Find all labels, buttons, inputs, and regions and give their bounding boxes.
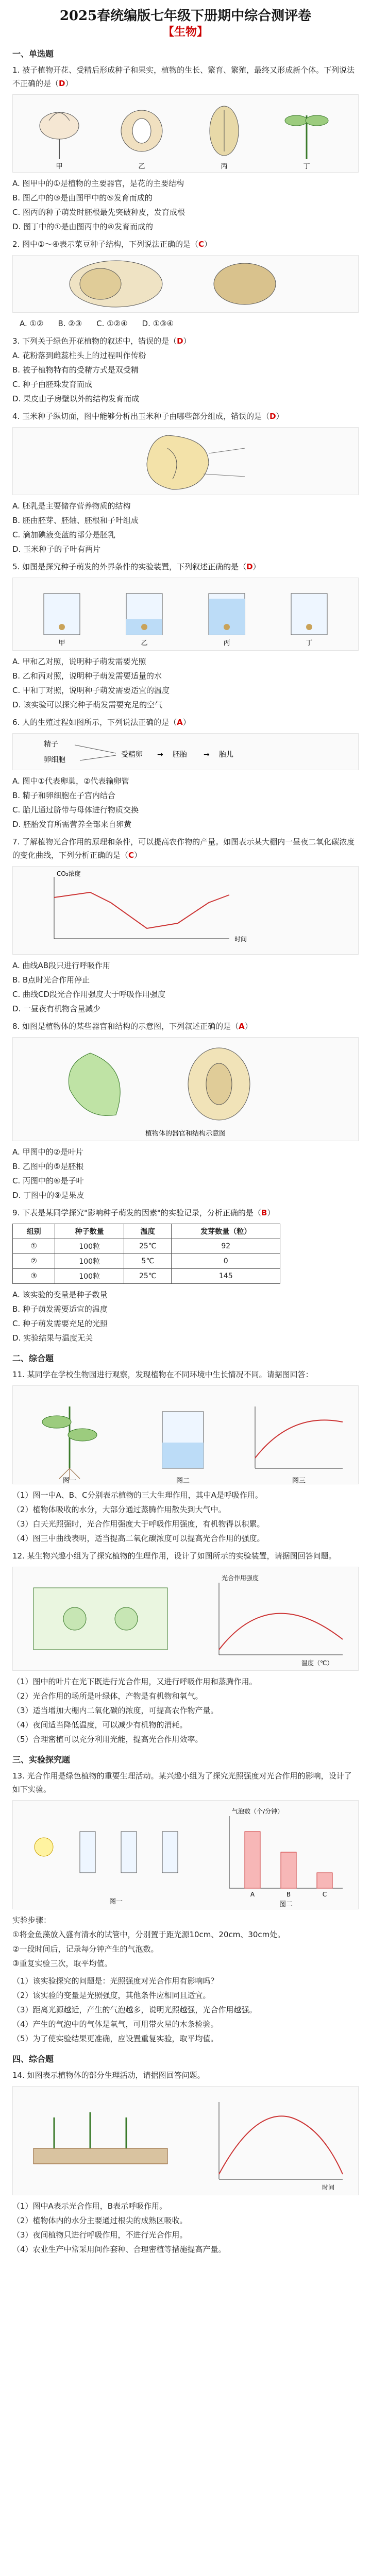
step-line: ③重复实验三次，取平均值。 bbox=[12, 1959, 112, 1968]
plant-physiology-diagram bbox=[13, 1386, 358, 1484]
step-line: ①将金鱼藻放入盛有清水的试管中，分别置于距光源10cm、20cm、30cm处。 bbox=[12, 1930, 285, 1939]
flower-drawing bbox=[40, 112, 79, 159]
curve-graph bbox=[219, 2102, 343, 2191]
experiment-diagram bbox=[13, 1801, 358, 1909]
co2-curve-chart bbox=[13, 867, 358, 954]
plant-drawing bbox=[42, 1406, 97, 1480]
table-cell: 25℃ bbox=[124, 1239, 172, 1254]
fig-label: 图一 bbox=[109, 1898, 123, 1906]
step-line: ②一段时间后，记录每分钟产生的气泡数。 bbox=[12, 1944, 159, 1954]
option: B. 图乙中的③是由图甲中的⑤发育而成的 bbox=[12, 193, 153, 202]
page-title: 2025春统编版七年级下册期中综合测评卷 bbox=[59, 8, 312, 24]
answer-line: （1）图一中A、B、C分别表示植物的三大生理作用，其中A是呼吸作用。 bbox=[12, 1490, 263, 1500]
question-stem: 4. 玉米种子纵切面，图中能够分析出玉米种子由哪些部分组成，错误的是（ bbox=[12, 412, 270, 421]
answers-q13 bbox=[12, 1974, 359, 2045]
x-axis-label: 时间 bbox=[234, 936, 247, 943]
bean-seed-diagram bbox=[13, 256, 358, 312]
seed-drawing bbox=[210, 106, 239, 156]
flow-item: 卵细胞 bbox=[44, 756, 65, 764]
table-cell: ② bbox=[13, 1254, 55, 1269]
figure-q7 bbox=[12, 866, 359, 955]
flow-item: 胚胎 bbox=[173, 751, 187, 759]
fig-label: 图一 bbox=[62, 1477, 77, 1484]
question-4: 4. 玉米种子纵切面，图中能够分析出玉米种子由哪些部分组成，错误的是（D） bbox=[12, 412, 284, 421]
option: A. 甲图中的②是叶片 bbox=[12, 1147, 83, 1157]
fig-label: 丙 bbox=[223, 639, 230, 647]
answer-line: （3）白天光照强时，光合作用强度大于呼吸作用强度，有机物得以积累。 bbox=[12, 1519, 265, 1529]
option: A. 胚乳是主要储存营养物质的结构 bbox=[12, 501, 131, 511]
option: A. 甲和乙对照，说明种子萌发需要光照 bbox=[12, 657, 146, 666]
seed-section-drawing bbox=[188, 1048, 250, 1120]
section-heading: 三、实验探究题 bbox=[12, 1755, 71, 1765]
option: B. ②③ bbox=[58, 319, 82, 328]
answer-line: （3）夜间植物只进行呼吸作用，不进行光合作用。 bbox=[12, 2230, 188, 2240]
plant-diagram bbox=[13, 95, 358, 172]
question-stem: 11. 某同学在学校生物园进行观察，发现植物在不同环境中生长情况不同。请据图回答： bbox=[12, 1370, 313, 1379]
table-cell: 5℃ bbox=[124, 1254, 172, 1269]
options-q7 bbox=[12, 959, 359, 1015]
option: A. ①② bbox=[20, 319, 44, 328]
option: C. 种子由胚珠发育而成 bbox=[12, 380, 93, 389]
fig-label: 丁 bbox=[306, 639, 313, 647]
option: B. 精子和卵细胞在子宫内结合 bbox=[12, 791, 115, 800]
answer: A bbox=[177, 718, 183, 727]
option: B. 乙和丙对照，说明种子萌发需要适量的水 bbox=[12, 671, 162, 681]
graph-drawing bbox=[255, 1406, 343, 1468]
question-stem: 9. 下表是某同学探究"影响种子萌发的因素"的实验记录，分析正确的是（ bbox=[12, 1208, 261, 1217]
x-axis-label: 时间 bbox=[322, 2184, 335, 2191]
answer: B bbox=[261, 1208, 267, 1217]
option: D. 该实验可以探究种子萌发需要充足的空气 bbox=[12, 700, 163, 709]
options-q9 bbox=[12, 1288, 359, 1345]
option: B. 种子萌发需要适宜的温度 bbox=[12, 1304, 108, 1314]
table-cell: 100粒 bbox=[55, 1269, 124, 1284]
answer-line: （2）光合作用的场所是叶绿体，产物是有机物和氧气。 bbox=[12, 1691, 203, 1701]
germination-table bbox=[12, 1224, 280, 1284]
fig-label: 图二 bbox=[176, 1477, 190, 1484]
fig-label: 图三 bbox=[292, 1477, 306, 1484]
answer: A bbox=[239, 1022, 245, 1031]
light-setup bbox=[35, 1832, 178, 1873]
answer-line: （3）适当增加大棚内二氧化碳的浓度，可提高农作物产量。 bbox=[12, 1706, 218, 1715]
beaker-drawing bbox=[162, 1412, 204, 1468]
tick-label: A bbox=[250, 1891, 255, 1898]
temperature-graph bbox=[219, 1574, 343, 1667]
option: B. B点时光合作用停止 bbox=[12, 975, 90, 985]
reproduction-flow-diagram bbox=[13, 734, 358, 770]
option: C. 滴加碘液变蓝的部分是胚乳 bbox=[12, 530, 116, 539]
table-cell: 145 bbox=[172, 1269, 280, 1284]
question-12 bbox=[12, 1549, 359, 1563]
answers-q12 bbox=[12, 1675, 359, 1746]
fig-label: 乙 bbox=[141, 639, 148, 647]
answer-line: （1）该实验探究的问题是：光照强度对光合作用有影响吗？ bbox=[12, 1976, 218, 1986]
table-row bbox=[13, 1239, 280, 1254]
question-stem: 14. 如图表示植物体的部分生理活动，请据图回答问题。 bbox=[12, 2071, 205, 2080]
answer: C bbox=[128, 851, 134, 860]
table-cell: 100粒 bbox=[55, 1239, 124, 1254]
option: D. 果皮由子房壁以外的结构发育而成 bbox=[12, 394, 140, 403]
answer-line: （1）图中的叶片在光下既进行光合作用，又进行呼吸作用和蒸腾作用。 bbox=[12, 1677, 257, 1686]
answer-line: （2）该实验的变量是光照强度，其他条件应相同且适宜。 bbox=[12, 1991, 211, 2000]
option: D. 胚胎发育所需营养全部来自卵黄 bbox=[12, 820, 132, 829]
table-cell: ③ bbox=[13, 1269, 55, 1284]
option: D. 实验结果与温度无关 bbox=[12, 1333, 93, 1343]
fig-label: 丙 bbox=[221, 163, 228, 171]
option: C. ①②④ bbox=[96, 319, 128, 328]
option: C. 甲和丁对照，说明种子萌发需要适宜的温度 bbox=[12, 686, 170, 695]
flow-item: 胎儿 bbox=[219, 751, 233, 759]
question-3: 3. 下列关于绿色开花植物的叙述中，错误的是（D） A. 花粉落到雌蕊柱头上的过程叫作传粉 B. 被子植物特有的受精方式是双受精 C. 种子由胚珠发育而成 D. 果皮由子房壁以外的结构发育而成 bbox=[12, 334, 359, 405]
fig-label: 图二 bbox=[279, 1901, 293, 1908]
figure-q11 bbox=[12, 1385, 359, 1484]
photosynthesis-diagram bbox=[13, 1567, 358, 1670]
answer-line: （3）距离光源越近，产生的气泡越多，说明光照越强，光合作用越强。 bbox=[12, 2005, 257, 2014]
question-8: 8. 如图是植物体的某些器官和结构的示意图，下列叙述正确的是（A） bbox=[12, 1022, 252, 1031]
tick-label: B bbox=[286, 1891, 291, 1898]
figure-q8 bbox=[12, 1037, 359, 1141]
question-stem: 2. 图中①～④表示菜豆种子结构，下列说法正确的是（ bbox=[12, 240, 198, 249]
steps-q13 bbox=[12, 1913, 359, 1970]
option: D. 玉米种子的子叶有两片 bbox=[12, 545, 101, 554]
question-stem: 12. 某生物兴趣小组为了探究植物的生理作用，设计了如图所示的实验装置，请据图回答问题。 bbox=[12, 1551, 336, 1561]
table-header: 发芽数量（粒） bbox=[172, 1224, 280, 1239]
page-subtitle: 【生物】 bbox=[162, 26, 208, 39]
question-stem: 7. 了解植物光合作用的原理和条件，可以提高农作物的产量。如图表示某大棚内一昼夜二氧化碳浓度的变化曲线，下列分析正确的是（ bbox=[12, 837, 355, 860]
question-14 bbox=[12, 2069, 359, 2082]
fig-label: 甲 bbox=[58, 639, 65, 647]
section-heading: 一、单选题 bbox=[12, 49, 54, 59]
table-row bbox=[13, 1269, 280, 1284]
figure-q12 bbox=[12, 1567, 359, 1671]
co2-curve bbox=[54, 892, 229, 928]
table-cell: 0 bbox=[172, 1254, 280, 1269]
question-1: 1. 被子植物开花、受精后形成种子和果实，植物的生长、繁育、繁殖，最终又形成新个体。下列说法不正确的是（D） bbox=[12, 65, 355, 88]
svg-text:→: → bbox=[157, 751, 163, 759]
question-stem: 13. 光合作用是绿色植物的重要生理活动。某兴趣小组为了探究光照强度对光合作用的影响，设计了如下实验。 bbox=[12, 1771, 352, 1794]
option: C. 丙图中的⑥是子叶 bbox=[12, 1176, 84, 1185]
answers-q11 bbox=[12, 1488, 359, 1545]
germination-setup-diagram bbox=[13, 578, 358, 650]
option: A. 花粉落到雌蕊柱头上的过程叫作传粉 bbox=[12, 351, 146, 360]
bar-C bbox=[317, 1873, 332, 1888]
option: A. 图中①代表卵巢，②代表输卵管 bbox=[12, 776, 129, 786]
answer-line: （1）图中A表示光合作用，B表示呼吸作用。 bbox=[12, 2201, 167, 2211]
fig-label: 乙 bbox=[138, 163, 145, 171]
leaf-cross-section bbox=[33, 1588, 167, 1650]
answer-line: （2）植物体吸收的水分，大部分通过蒸腾作用散失到大气中。 bbox=[12, 1505, 226, 1514]
bar-chart bbox=[229, 1807, 343, 1898]
options-q5 bbox=[12, 655, 359, 711]
figure-q14 bbox=[12, 2086, 359, 2195]
answer: C bbox=[198, 240, 204, 249]
question-stem: 6. 人的生殖过程如图所示，下列说法正确的是（ bbox=[12, 718, 177, 727]
answer: D bbox=[59, 79, 65, 88]
y-axis-label: 光合作用强度 bbox=[222, 1574, 259, 1582]
table-cell: ① bbox=[13, 1239, 55, 1254]
question-6: 6. 人的生殖过程如图所示，下列说法正确的是（A） bbox=[12, 718, 191, 727]
corn-seed-diagram bbox=[13, 428, 358, 495]
option: D. 一昼夜有机物含量减少 bbox=[12, 1004, 101, 1013]
section-heading: 四、综合题 bbox=[12, 2054, 54, 2064]
question-stem: 8. 如图是植物体的某些器官和结构的示意图，下列叙述正确的是（ bbox=[12, 1022, 239, 1031]
tick-label: C bbox=[322, 1891, 327, 1898]
y-axis-label: 气泡数（个/分钟） bbox=[232, 1808, 284, 1815]
option: C. 图丙的种子萌发时胚根最先突破种皮，发育成根 bbox=[12, 208, 185, 217]
options-q6 bbox=[12, 774, 359, 831]
step-line: 实验步骤： bbox=[12, 1916, 52, 1925]
question-11 bbox=[12, 1368, 359, 1381]
answer-line: （4）产生的气泡中的气体是氧气，可用带火星的木条检验。 bbox=[12, 2020, 218, 2029]
question-stem: 3. 下列关于绿色开花植物的叙述中，错误的是（ bbox=[12, 336, 177, 346]
answer-line: （4）图三中曲线表明，适当提高二氧化碳浓度可以提高光合作用的强度。 bbox=[12, 1534, 265, 1543]
option: B. 乙图中的⑤是胚根 bbox=[12, 1162, 84, 1171]
x-axis-label: 温度（℃） bbox=[301, 1659, 333, 1667]
section-heading: 二、综合题 bbox=[12, 1353, 54, 1363]
answer: D bbox=[269, 412, 276, 421]
answer: D bbox=[246, 562, 253, 571]
question-7: 7. 了解植物光合作用的原理和条件，可以提高农作物的产量。如图表示某大棚内一昼夜二氧化碳浓度的变化曲线，下列分析正确的是（C） bbox=[12, 837, 355, 860]
question-13 bbox=[12, 1769, 359, 1796]
svg-text:→: → bbox=[204, 751, 210, 759]
option: C. 胎儿通过脐带与母体进行物质交换 bbox=[12, 805, 139, 815]
bar-B bbox=[281, 1852, 296, 1888]
question-5: 5. 如图是探究种子萌发的外界条件的实验装置，下列叙述正确的是（D） bbox=[12, 562, 261, 571]
answer-line: （5）合理密植可以充分利用光能，提高光合作用效率。 bbox=[12, 1735, 203, 1744]
figure-q5 bbox=[12, 578, 359, 651]
options-q8 bbox=[12, 1145, 359, 1202]
table-header-row bbox=[13, 1224, 280, 1239]
answer-line: （4）农业生产中常采用间作套种、合理密植等措施提高产量。 bbox=[12, 2245, 226, 2254]
bar-A bbox=[245, 1832, 260, 1888]
options-q2 bbox=[12, 317, 359, 330]
options-q4 bbox=[12, 499, 359, 556]
option: A. 图甲中的①是植物的主要器官，是花的主要结构 bbox=[12, 179, 184, 188]
table-header: 组别 bbox=[13, 1224, 55, 1239]
option: D. 图丁中的①是由图丙中的④发育而成的 bbox=[12, 222, 153, 231]
answer: D bbox=[177, 336, 183, 346]
table-cell: 25℃ bbox=[124, 1269, 172, 1284]
seedling-drawing bbox=[285, 115, 328, 159]
table-cell: 100粒 bbox=[55, 1254, 124, 1269]
table-cell: 92 bbox=[172, 1239, 280, 1254]
flow-item: 精子 bbox=[44, 740, 58, 749]
answer-line: （4）夜间适当降低温度，可以减少有机物的消耗。 bbox=[12, 1720, 188, 1730]
option: D. 丁图中的⑨是果皮 bbox=[12, 1191, 85, 1200]
option: C. 种子萌发需要充足的光照 bbox=[12, 1319, 108, 1328]
organ-structure-diagram bbox=[13, 1038, 358, 1141]
option: D. ①③④ bbox=[142, 319, 174, 328]
answer-line: （2）植物体内的水分主要通过根尖的成熟区吸收。 bbox=[12, 2216, 188, 2225]
question-stem: 5. 如图是探究种子萌发的外界条件的实验装置，下列叙述正确的是（ bbox=[12, 562, 247, 571]
figure-caption: 植物体的器官和结构示意图 bbox=[145, 1130, 226, 1138]
option: C. 曲线CD段光合作用强度大于呼吸作用强度 bbox=[12, 990, 166, 999]
option: A. 该实验的变量是种子数量 bbox=[12, 1290, 108, 1299]
leaf-drawing bbox=[69, 1053, 120, 1115]
options-q1 bbox=[12, 177, 359, 233]
fruit-drawing bbox=[121, 110, 162, 151]
answers-q14 bbox=[12, 2199, 359, 2256]
flow-item: 受精卵 bbox=[121, 751, 143, 759]
figure-q13 bbox=[12, 1800, 359, 1909]
field-drawing bbox=[33, 2112, 167, 2164]
question-9: 9. 下表是某同学探究"影响种子萌发的因素"的实验记录，分析正确的是（B） bbox=[12, 1208, 275, 1217]
table-header: 温度 bbox=[124, 1224, 172, 1239]
option: B. 胚由胚芽、胚轴、胚根和子叶组成 bbox=[12, 516, 139, 525]
table-row bbox=[13, 1254, 280, 1269]
option: A. 曲线AB段只进行呼吸作用 bbox=[12, 961, 111, 970]
option: B. 被子植物特有的受精方式是双受精 bbox=[12, 365, 139, 375]
answer-line: （5）为了使实验结果更准确，应设置重复实验，取平均值。 bbox=[12, 2034, 218, 2043]
figure-q1 bbox=[12, 94, 359, 173]
figure-q6 bbox=[12, 733, 359, 770]
table-header: 种子数量 bbox=[55, 1224, 124, 1239]
fig-label: 甲 bbox=[56, 163, 63, 171]
figure-q4 bbox=[12, 427, 359, 495]
question-stem: 1. 被子植物开花、受精后形成种子和果实，植物的生长、繁育、繁殖，最终又形成新个体。下列说法不正确的是（ bbox=[12, 65, 355, 88]
question-2: 2. 图中①～④表示菜豆种子结构，下列说法正确的是（C） bbox=[12, 240, 212, 249]
figure-q2 bbox=[12, 255, 359, 313]
y-axis-label: CO₂浓度 bbox=[57, 870, 81, 877]
plant-activity-diagram bbox=[13, 2087, 358, 2195]
fig-label: 丁 bbox=[303, 163, 310, 171]
